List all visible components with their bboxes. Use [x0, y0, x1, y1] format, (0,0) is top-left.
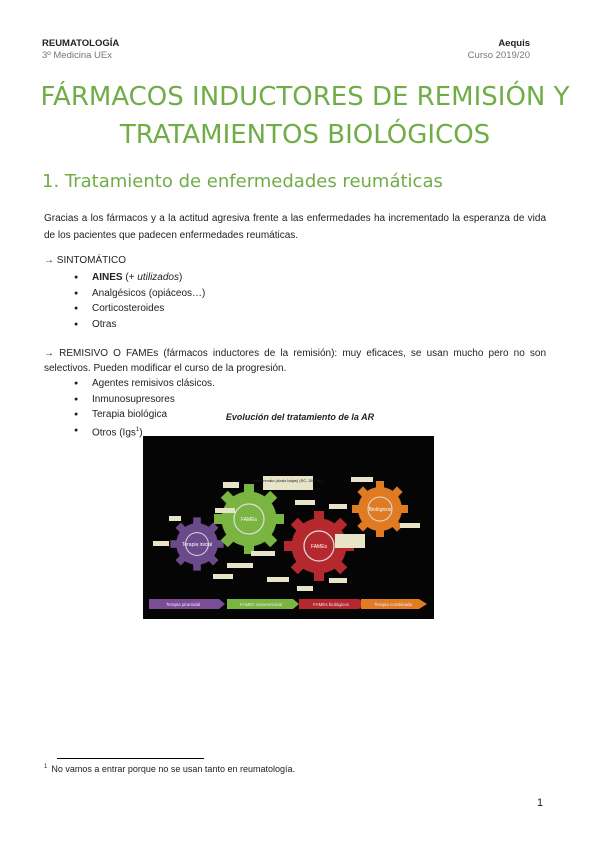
remisivo-list [72, 376, 215, 440]
top-box-label: Metotrexato (dosis bajas) (SC, DM, Ac) [253, 478, 323, 483]
aines-label: AINES [92, 272, 123, 283]
sintomatico-heading: → SINTOMÁTICO [44, 255, 127, 266]
footnote-text: No vamos a entrar porque no se usan tanto en reumatología. [51, 764, 295, 774]
arrow-label: FAMEs convencional [239, 602, 283, 607]
list-item: ● Inmunosupresores [72, 392, 215, 408]
footnote-number: 1 [44, 764, 48, 770]
list-item [72, 270, 205, 286]
list-item: ● Agentes remisivos clásicos. [72, 376, 215, 392]
section-heading: 1. Tratamiento de enfermedades reumáticas [42, 171, 443, 192]
figure-caption: Evolución del tratamiento de la AR [225, 412, 375, 422]
remisivo-paragraph: → REMISIVO O FAMEs (fármacos inductores de la remisión): muy eficaces, se usan mucho pero no son selectivos. Pueden modificar el curso de la progresión. [44, 348, 546, 374]
running-header-right [468, 38, 530, 62]
gear-label: Biológicos [368, 507, 392, 513]
header-subject: REUMATOLOGÍA [42, 38, 120, 49]
footnote-ref: 1 [135, 426, 140, 433]
header-author: Aequis [498, 38, 530, 49]
gear-label: FAMEs [310, 544, 328, 550]
gear-label: Terapia inicial [181, 542, 213, 548]
title-line-2: TRATAMIENTOS BIOLÓGICOS [119, 120, 491, 150]
otros-close: ) [139, 426, 143, 438]
gear-label: FAMEs [240, 517, 258, 523]
running-header-left [42, 38, 119, 62]
treatment-evolution-figure [143, 436, 434, 619]
footnote-separator [57, 758, 204, 759]
list-item: ● Analgésicos (opiáceos…) [72, 286, 205, 302]
arrow-label: Terapia combinada [373, 602, 413, 607]
footnote [44, 764, 295, 774]
aines-note: utilizados [137, 272, 179, 283]
intro-paragraph: Gracias a los fármacos y a la actitud agresiva frente a las enfermedades ha incrementado la esperanza de vida de los pacientes que padecen enfermedades reumáticas. [44, 213, 546, 241]
title-line-1: FÁRMACOS INDUCTORES DE REMISIÓN Y [40, 82, 570, 112]
header-course: 3º Medicina UEx [42, 50, 112, 61]
arrow-label: Terapia piramidal [165, 602, 201, 607]
header-year: Curso 2019/20 [467, 50, 530, 61]
aines-close: ) [179, 272, 183, 283]
gears-diagram [143, 436, 434, 619]
list-item: ● Otras [72, 317, 205, 333]
otros-label: Otros (Igs [92, 426, 136, 438]
sintomatico-list [72, 270, 205, 332]
document-title [40, 78, 570, 154]
list-item: ● Terapia biológica [72, 407, 215, 423]
aines-paren: (+ [122, 272, 138, 283]
arrow-label: FAMEs biológicos [313, 602, 349, 607]
list-item: ● Corticosteroides [72, 301, 205, 317]
page-number: 1 [537, 797, 544, 809]
